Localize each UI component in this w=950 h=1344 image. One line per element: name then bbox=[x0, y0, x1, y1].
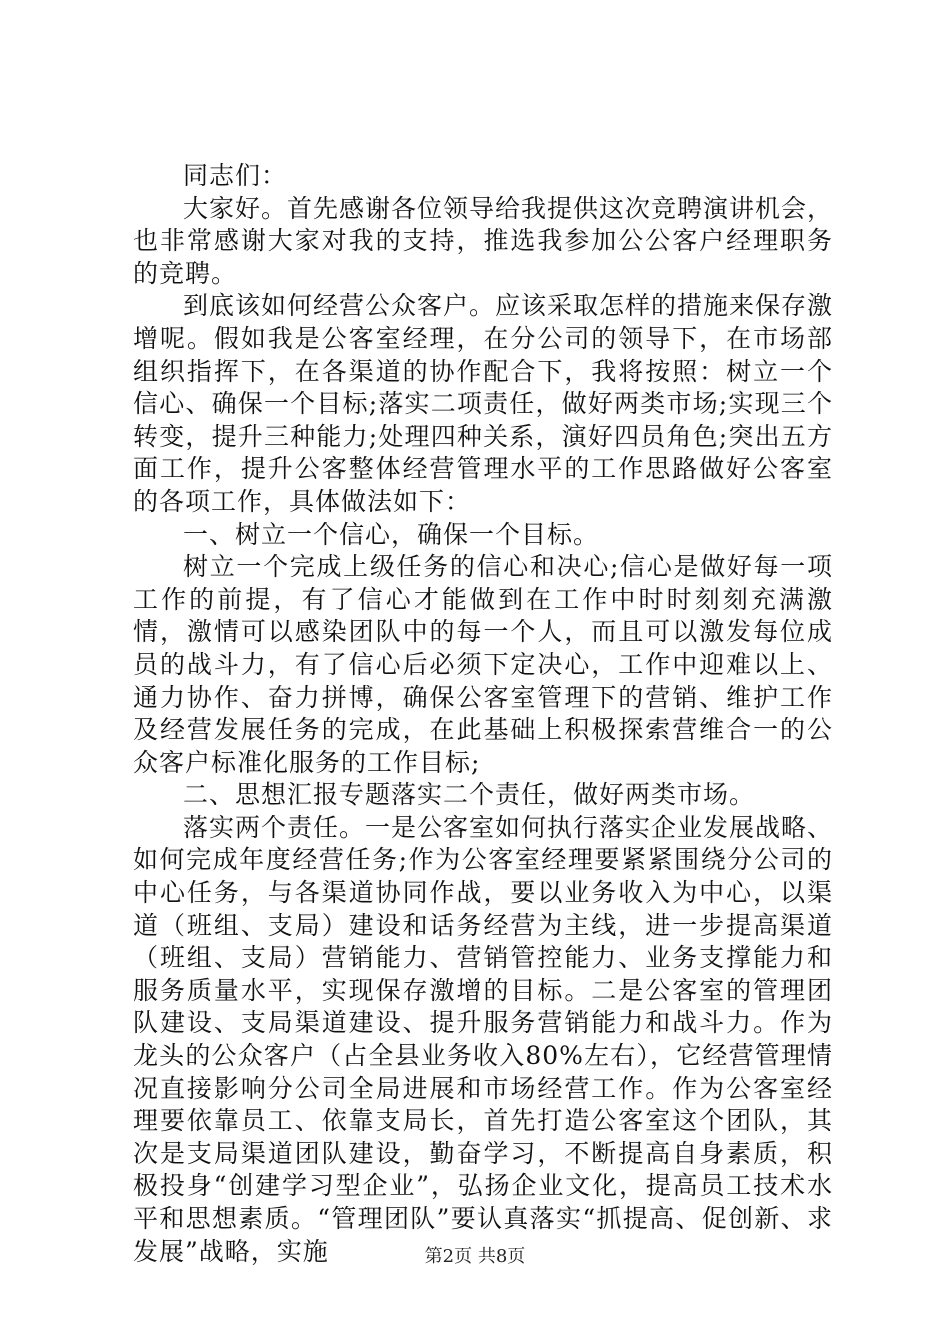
opening-paragraph: 大家好。首先感谢各位领导给我提供这次竞聘演讲机会，也非常感谢大家对我的支持，推选我参加公公客户经理职务的竞聘。 bbox=[133, 193, 834, 288]
section-one-paragraph: 树立一个完成上级任务的信心和决心;信心是做好每一项工作的前提，有了信心才能做到在工作中时时刻刻充满激情，激情可以感染团队中的每一个人，而且可以激发每位成员的战斗力，有了信心后必须下定决心，工作中迎难以上、通力协作、奋力拼博，确保公客室管理下的营销、维护工作及经营发展任务的完成，在此基础上积极探索营维合一的公众客户标准化服务的工作目标; bbox=[133, 552, 833, 777]
document-body bbox=[133, 160, 833, 1268]
greeting-paragraph: 同志们： bbox=[183, 161, 288, 190]
section-two-paragraph: 落实两个责任。一是公客室如何执行落实企业发展战略、如何完成年度经营任务;作为公客室经理要紧紧围绕分公司的中心任务，与各渠道协同作战，要以业务收入为中心，以渠道（班组、支局）建设和话务经营为主线，进一步提高渠道（班组、支局）营销能力、营销管控能力、业务支撑能力和服务质量水平，实现保存激增的目标。二是公客室的管理团队建设、支局渠道建设、提升服务营销能力和战斗力。作为龙头的公众客户（占全县业务收入80%左右），它经营管理情况直接影响分公司全局进展和市场经营工作。作为公客室经理要依靠员工、依靠支局长，首先打造公客室这个团队，其次是支局渠道团队建设，勤奋学习，不断提高自身素质，积极投身“创建学习型企业”，弘扬企业文化，提高员工技术水平和思想素质。“管理团队”要认真落实“抓提高、促创新、求发展”战略，实施 bbox=[133, 812, 834, 1266]
approach-paragraph: 到底该如何经营公众客户。应该采取怎样的措施来保存激增呢。假如我是公客室经理，在分公司的领导下，在市场部组织指挥下，在各渠道的协作配合下，我将按照：树立一个信心、确保一个目标;落实二项责任，做好两类市场;实现三个转变，提升三种能力;处理四种关系，演好四员角色;突出五方面工作，提升公客整体经营管理水平的工作思路做好公客室的各项工作，具体做法如下： bbox=[133, 291, 834, 516]
page-footer: 第2页 共8页 bbox=[424, 1246, 526, 1267]
section-one-heading: 一、树立一个信心，确保一个目标。 bbox=[183, 519, 600, 549]
section-two-heading: 二、思想汇报专题落实二个责任，做好两类市场。 bbox=[183, 780, 756, 810]
